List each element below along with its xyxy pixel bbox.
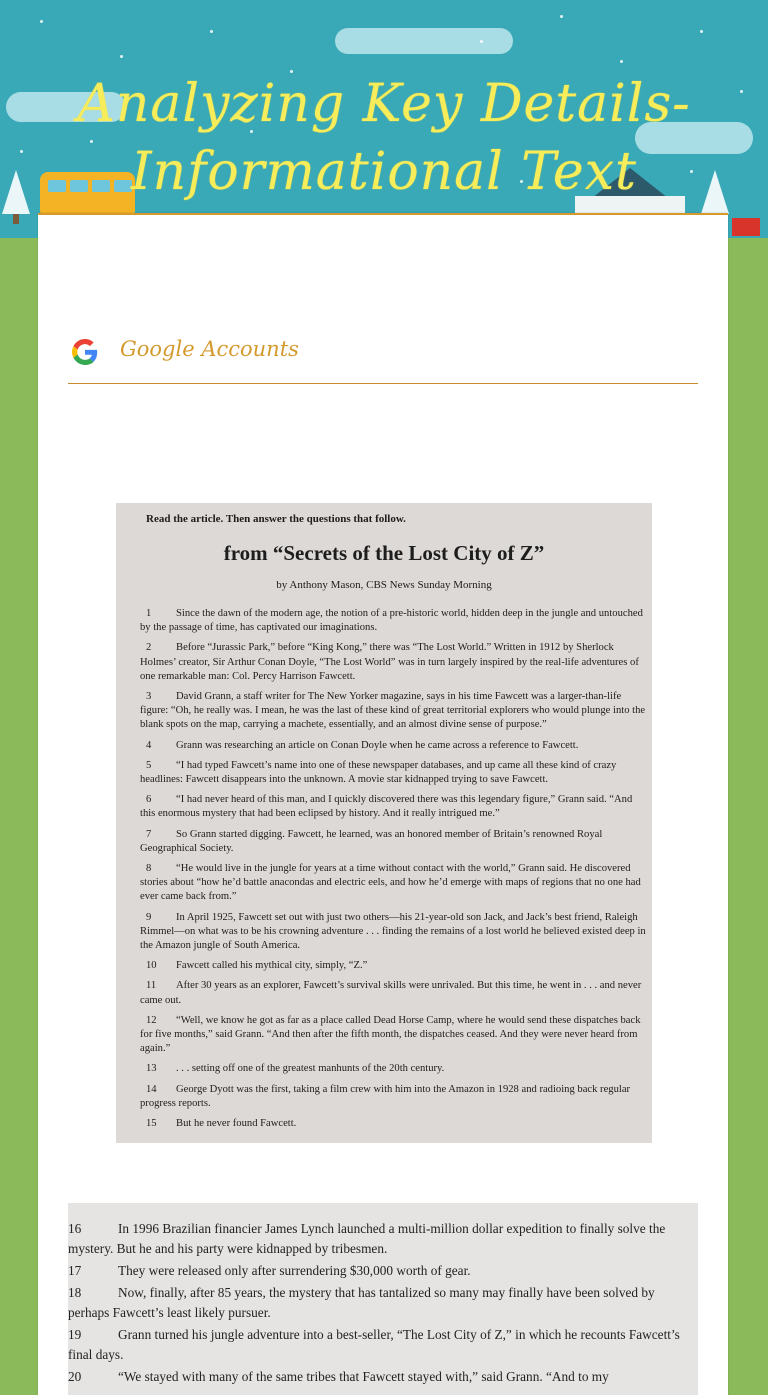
paragraph-text: George Dyott was the first, taking a film crew with him into the Amazon in 1928 and radioing back regular progress reports. [140,1083,631,1109]
paragraph-number: 14 [146,1083,157,1095]
paragraph-text: In April 1925, Fawcett set out with just two others—his 21-year-old son Jack, and Jack’s best friend, Raleigh Rimmel—on what was to be his crowning adventure . . . finding the remains of a lost world he believed existed deep in the Amazon jungle of South America. [140,911,646,952]
paragraph-number: 15 [146,1118,157,1130]
article-paragraph [68,1325,696,1365]
paragraph-text: Since the dawn of the modern age, the notion of a pre-historic world, hidden deep in the jungle and untouched by the passage of time, has captivated our imaginations. [140,608,643,634]
page-title-line-2: Informational Text [131,142,637,202]
content-card [38,213,728,1395]
article-paragraph [140,641,650,684]
google-accounts-label[interactable]: Google Accounts [120,337,299,361]
article-paragraph [68,1261,696,1281]
paragraph-text: “I had never heard of this man, and I quickly discovered there was this legendary figure,” Grann said. “And this enormous mystery that had been eclipsed by history. And it really intrigued me.” [140,794,633,820]
article-paragraphs [140,607,650,1137]
article-byline: by Anthony Mason, CBS News Sunday Morning [276,579,492,591]
paragraph-text: David Grann, a staff writer for The New Yorker magazine, says in his time Fawcett was a larger-than-life figure: “Oh, he really was. I mean, he was the last of these kind of great territorial explorers who would plunge into the blank spots on the map, carrying a machete, essentially, and an almost divine sense of purpose.” [140,691,646,731]
paragraph-text: So Grann started digging. Fawcett, he learned, was an honored member of Britain’s renowned Royal Geographical Society. [140,828,603,854]
paragraph-number: 8 [146,863,152,875]
article-paragraph [140,739,650,753]
article-scan-image-2 [68,1203,698,1395]
article-paragraph [68,1367,696,1387]
article-paragraph [140,862,650,905]
paragraph-number: 2 [146,642,152,654]
paragraph-text: In 1996 Brazilian financier James Lynch launched a multi-million dollar expedition to finally solve the mystery. But he and his party were kidnapped by tribesmen. [68,1221,666,1256]
paragraph-text: Grann was researching an article on Conan Doyle when he came across a reference to Fawcett. [176,739,579,751]
paragraph-number: 13 [146,1063,157,1075]
paragraph-text: They were released only after surrendering $30,000 worth of gear. [118,1263,471,1278]
paragraph-text: Before “Jurassic Park,” before “King Kong,” there was “The Lost World.” Written in 1912 by Sherlock Holmes’ creator, Sir Arthur Conan Doyle, “The Lost World” was in turn largely inspired by the real-life adventures of one remarkable man: Col. Percy Harrison Fawcett. [140,642,639,682]
instruction-text: Read the article. Then answer the questions that follow. [146,513,406,525]
paragraph-number: 4 [146,739,152,751]
article-paragraph [140,911,650,954]
article-paragraph [140,1117,650,1131]
article-paragraph [140,1062,650,1076]
paragraph-number: 9 [146,911,152,923]
paragraph-number: 20 [68,1369,82,1384]
article-paragraph [140,793,650,821]
paragraph-number: 7 [146,828,152,840]
paragraph-number: 18 [68,1285,82,1300]
article-paragraph [140,690,650,733]
paragraph-text: . . . setting off one of the greatest manhunts of the 20th century. [176,1063,445,1075]
paragraph-number: 19 [68,1327,82,1342]
article-title: from “Secrets of the Lost City of Z” [223,541,545,565]
paragraph-number: 11 [146,980,157,992]
article-paragraph [140,979,650,1007]
page-title [0,70,768,206]
paragraph-text: But he never found Fawcett. [176,1118,297,1130]
page-title-line-1: Analyzing Key Details- [77,74,691,134]
article-paragraphs-continued [68,1219,696,1389]
article-paragraph [140,828,650,856]
paragraph-number: 16 [68,1221,82,1236]
article-scan-image-1 [116,503,652,1143]
paragraph-text: Now, finally, after 85 years, the mystery that has tantalized so many may finally have been solved by perhaps Fawcett’s least likely pursuer. [68,1285,655,1320]
article-paragraph [140,959,650,973]
paragraph-number: 10 [146,960,157,972]
paragraph-text: “Well, we know he got as far as a place called Dead Horse Camp, where he would send these dispatches back for five months,” said Grann. “And then after the fifth month, the dispatches ceased. And they were never heard from again.” [140,1014,641,1055]
paragraph-number: 5 [146,759,152,771]
paragraph-number: 1 [146,608,152,619]
article-paragraph [140,607,650,635]
gift-icon [732,218,760,236]
article-paragraph [140,759,650,787]
google-g-icon [72,339,98,365]
paragraph-text: Grann turned his jungle adventure into a best-seller, “The Lost City of Z,” in which he recounts Fawcett’s final days. [68,1327,680,1362]
paragraph-number: 17 [68,1263,82,1278]
google-accounts-row[interactable] [68,333,698,384]
paragraph-text: “We stayed with many of the same tribes that Fawcett stayed with,” said Grann. “And to my [118,1369,609,1384]
article-paragraph [140,1014,650,1057]
cloud [335,28,513,54]
paragraph-number: 3 [146,691,152,703]
article-paragraph [68,1283,696,1323]
paragraph-text: After 30 years as an explorer, Fawcett’s survival skills were unrivaled. But this time, he went in . . . and never came out. [140,980,642,1006]
paragraph-text: “I had typed Fawcett’s name into one of these newspaper databases, and up came all these kind of crazy headlines: Fawcett disappears into the unknown. A movie star kidnapped trying to save Fawcett. [140,759,617,786]
paragraph-text: “He would live in the jungle for years at a time without contact with the world,” Grann said. He discovered stories about “how he’d battle anacondas and electric eels, and how he’d emerge with maps of regions that no one had ever came back from.” [140,863,641,903]
article-paragraph [140,1083,650,1111]
paragraph-number: 12 [146,1014,157,1026]
paragraph-text: Fawcett called his mythical city, simply, “Z.” [176,960,368,972]
article-paragraph [68,1219,696,1259]
paragraph-number: 6 [146,794,152,806]
